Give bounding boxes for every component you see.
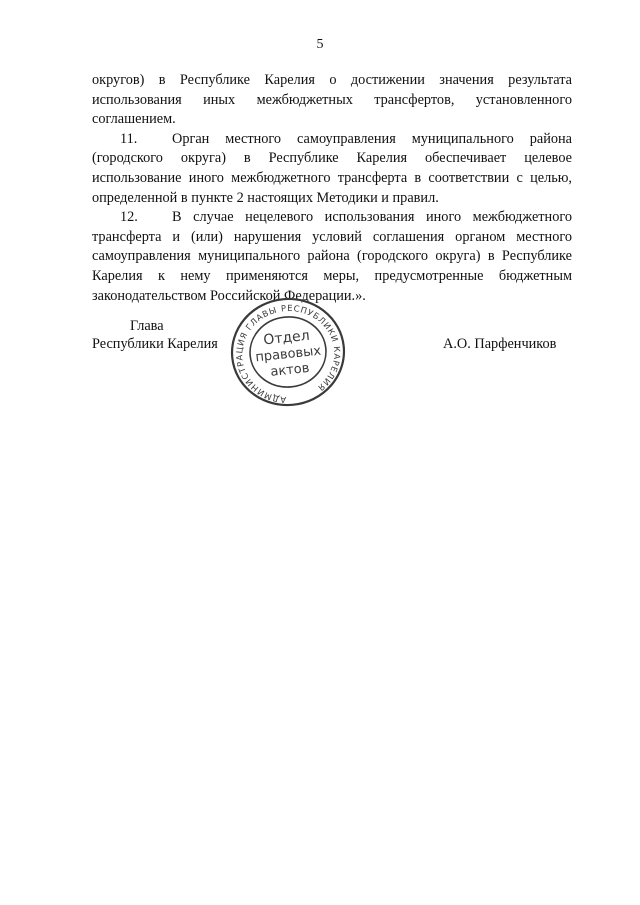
paragraph-text: Орган местного самоуправления муниципального района (городского округа) в Республике Карелия обеспечивает целевое использование иного межбюджетного трансферта в соответствии с целью, определенной в пункте 2 настоящих Методики и правил. — [92, 130, 572, 206]
paragraph-continuation — [92, 71, 572, 130]
signature-title-line2: Республики Карелия — [92, 336, 218, 352]
paragraph-item-11 — [92, 130, 572, 208]
paragraph-text: В случае нецелевого использования иного межбюджетного трансферта и (или) нарушения условий соглашения органом местного самоуправления муниципального района (городского округа) в Республике Карелия к нему применяются меры, предусмотренные бюджетным законодательством Российской Федерации.». — [92, 209, 572, 304]
stamp-ring-text: АДМИНИСТРАЦИЯ ГЛАВЫ РЕСПУБЛИКИ КАРЕЛИЯ — [234, 302, 343, 406]
signatory-name: А.О. Парфенчиков — [443, 336, 557, 352]
document-body — [92, 71, 572, 306]
official-stamp — [222, 293, 354, 411]
signature-title-line1: Глава — [130, 318, 164, 334]
paragraph-item-12 — [92, 208, 572, 306]
stamp-graphic — [227, 293, 349, 410]
stamp-line1: Отдел — [262, 327, 311, 349]
page-number: 5 — [316, 37, 324, 52]
stamp-line3: актов — [269, 360, 311, 380]
item-number: 12. — [120, 209, 138, 226]
paragraph-text: округов) в Республике Карелия о достижении значения результата использования иных межбюджетных трансфертов, установленного соглашением. — [92, 72, 572, 128]
item-number: 11. — [120, 130, 138, 147]
stamp-line2: правовых — [254, 343, 322, 366]
